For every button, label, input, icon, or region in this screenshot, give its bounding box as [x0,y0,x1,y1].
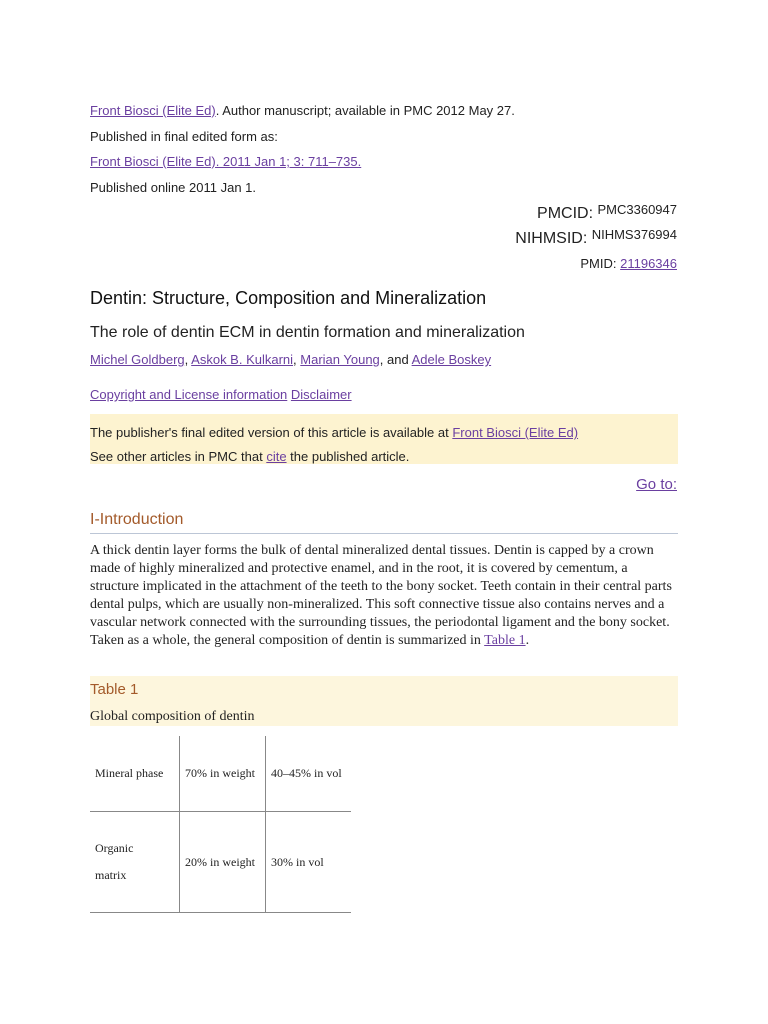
table-label: Table 1 [90,681,139,698]
notice-line-1 [90,425,578,441]
table-row [90,736,351,812]
notice-text: See other articles in PMC that [90,449,267,464]
publisher-version-link[interactable]: Front Biosci (Elite Ed) [452,425,579,440]
notice-text: The publisher's final edited version of this article is available at [90,425,453,440]
table-caption: Global composition of dentin [90,709,255,724]
author-separator: , [184,352,192,367]
pmcid-label: PMCID: [537,205,594,222]
copyright-link[interactable]: Copyright and License information [90,387,288,402]
pmcid-value: PMC3360947 [597,202,677,217]
published-online: Published online 2011 Jan 1. [90,180,256,195]
author-separator: , [293,352,301,367]
table-cell: 20% in weight [180,812,266,913]
table-row [90,812,351,913]
citation-line [90,154,361,170]
published-final-label: Published in final edited form as: [90,129,278,144]
cell-line: matrix [95,868,127,882]
nihmsid-value: NIHMS376994 [591,227,677,242]
notice-text: the published article. [286,449,410,464]
journal-link[interactable]: Front Biosci (Elite Ed) [90,103,216,118]
author-link[interactable]: Adele Boskey [411,352,492,367]
table-cell [90,812,180,913]
cell-line: Organic [95,841,134,855]
table-cell: Mineral phase [90,736,180,812]
table-cell: 70% in weight [180,736,266,812]
pmid-link[interactable]: 21196346 [620,256,677,271]
table1-link[interactable]: Table 1 [484,633,526,648]
intro-paragraph [90,542,680,650]
publisher-notice [90,414,678,464]
section-heading: I-Introduction [90,511,678,534]
table-cell: 30% in vol [266,812,352,913]
cite-link[interactable]: cite [266,449,287,464]
paragraph-text: A thick dentin layer forms the bulk of dental mineralized dental tissues. Dentin is capped by a crown made of highly mineralized and protective enamel, and in the root, it is covered by cementum, a structure implicated in the attachment of the teeth to the bony socket. Teeth contain in their central parts dental pulps, which are usually non-mineralized. This soft connective tissue also contains nerves and a vascular network connected with the surrounding tissues, the periodontal ligament and the bony socket. Taken as a whole, the general composition of dentin is summarized in [90,543,672,648]
citation-link[interactable]: Front Biosci (Elite Ed). 2011 Jan 1; 3: 711–735. [90,154,362,169]
composition-table [90,736,351,913]
manuscript-note: . Author manuscript; available in PMC 2012 May 27. [215,103,515,118]
pmcid-row [537,202,677,223]
license-links [90,387,352,402]
author-link[interactable]: Michel Goldberg [90,352,185,367]
paragraph-end: . [525,633,530,648]
nihmsid-label: NIHMSID: [515,230,588,247]
pmid-label: PMID: [580,256,617,271]
author-link[interactable]: Askok B. Kulkarni [191,352,294,367]
pmid-row [580,256,677,272]
journal-line [90,103,515,119]
notice-line-2 [90,449,409,465]
article-subtitle: The role of dentin ECM in dentin formation and mineralization [90,324,525,341]
author-separator: , and [379,352,412,367]
goto-link[interactable]: Go to: [636,476,677,493]
nihmsid-row [515,227,677,248]
table-header-box [90,676,678,726]
table-cell: 40–45% in vol [266,736,352,812]
author-link[interactable]: Marian Young [300,352,380,367]
author-list [90,352,491,367]
article-title: Dentin: Structure, Composition and Mineralization [90,288,487,308]
disclaimer-link[interactable]: Disclaimer [290,387,352,402]
